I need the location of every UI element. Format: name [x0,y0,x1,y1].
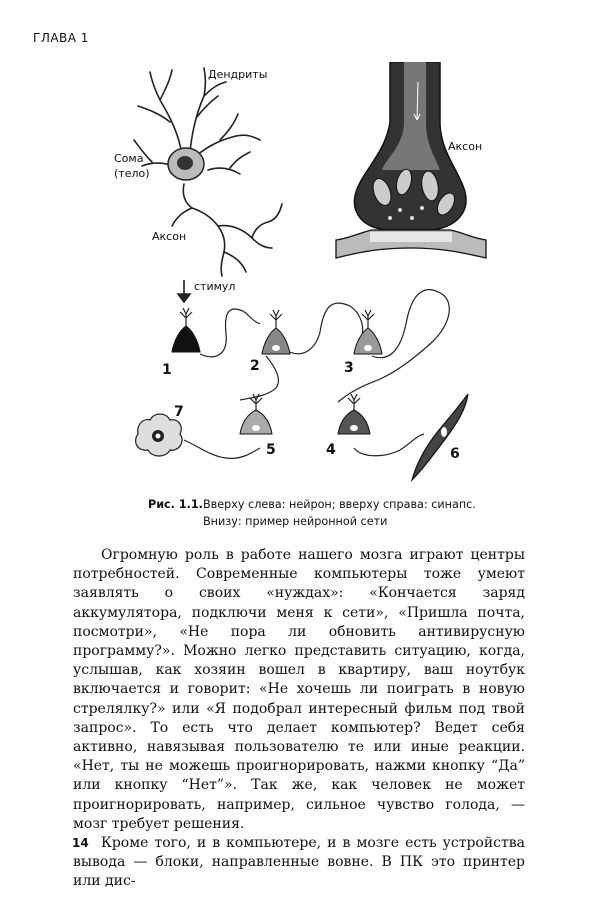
neuron-4-dendrites [348,394,360,410]
neuron-drawing [134,68,282,276]
neuron-4-nucleus [350,425,358,431]
muscle-cell-6 [412,394,468,480]
figure-neuron-diagram [100,62,500,482]
label-axon-left: Аксон [152,230,187,243]
label-soma-sub: (тело) [114,167,150,180]
running-head: ГЛАВА 1 [33,31,89,45]
neuron-illustration [100,62,500,482]
label-7: 7 [174,404,184,420]
stimulus-arrow [178,280,190,302]
neuron-2-dendrites [270,310,282,328]
label-3: 3 [344,360,354,376]
soma-nucleus [177,156,193,170]
body-text [73,546,525,892]
muscle-nucleus [441,427,447,437]
neuron-1-dendrites [180,308,192,326]
label-6: 6 [450,446,460,462]
caption-label: Рис. 1.1. [148,498,203,511]
neuron-5-nucleus [252,425,260,431]
neuron-1 [172,326,200,352]
label-axon-right: Аксон [448,140,483,153]
neuron-3-dendrites [362,310,374,328]
synapse-drawing [336,62,486,258]
label-5: 5 [266,442,276,458]
paragraph-2: Кроме того, и в компьютере, и в мозге есть устройства вывода — блоки, направленные вовне. В ПК это принтер или дис- [73,835,525,890]
neuron-3-nucleus [364,345,372,351]
paragraph-1: Огромную роль в работе нашего мозга играют центры потребностей. Современные компьютеры тоже умеют заявлять о своих «нуждах»: «Кончается заряд аккумулятора, подключи меня к сети», «Пришла почта, посмотри», «Не пора ли обновить антивирусную программу?». Можно легко представить ситуацию, когда, услышав, как хозяин вошел в квартиру, ваш ноутбук включается и говорит: «Не хочешь ли поиграть в новую стрелялку?» или «Я подобрал интересный фильм под твой запрос». То есть что делает компьютер? Ведет себя активно, навязывая пользователю те или иные реакции. «Нет, ты не можешь проигнорировать, нажми кнопку “Да” или кнопку “Нет”». Так же, как человек не может проигнорировать, например, сильное чувство голода, — мозг требует решения. [73,547,525,832]
label-dendrites: Дендриты [208,68,268,81]
label-soma: Сома [114,152,144,165]
neuron-2-nucleus [272,345,280,351]
label-stimulus: стимул [194,280,236,293]
label-4: 4 [326,442,336,458]
caption-text: Вверху слева: нейрон; вверху справа: синапс. Внизу: пример нейронной сети [203,498,476,528]
page-number: 14 [72,836,89,850]
network-wires [184,290,449,459]
label-1: 1 [162,362,172,378]
label-2: 2 [250,358,260,374]
